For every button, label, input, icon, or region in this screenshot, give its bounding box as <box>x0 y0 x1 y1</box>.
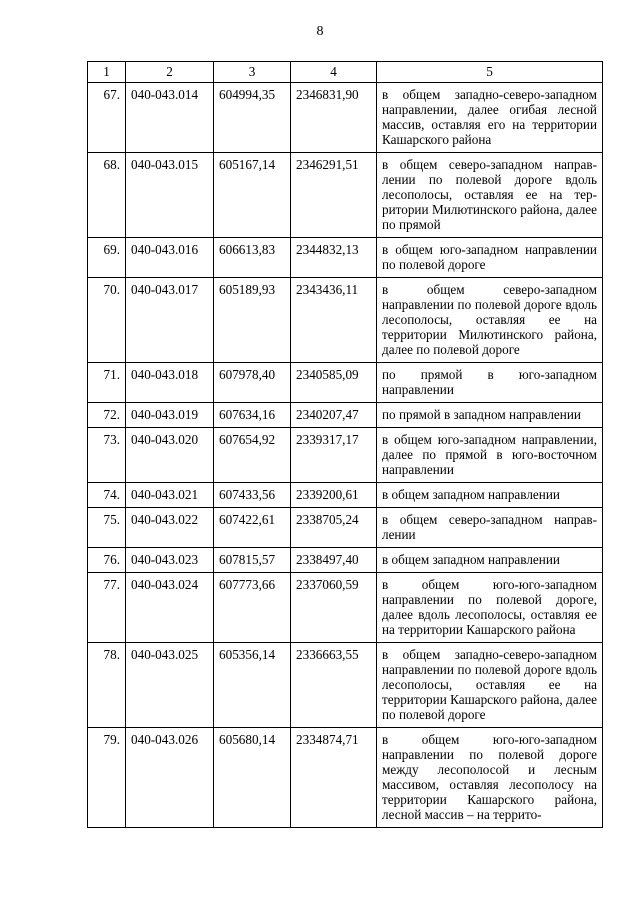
point-number-cell: 72. <box>88 403 126 428</box>
x-coordinate-cell: 607634,16 <box>214 403 291 428</box>
header-col-2: 2 <box>126 62 214 83</box>
boundary-description-cell: в общем юго-юго-западном направлении по полевой дороге между лесополосой и лесным массивом, оставляя лесополосу на территории Кашарского района, лесной массив – на террито- <box>377 728 603 828</box>
point-code-cell: 040-043.017 <box>126 278 214 363</box>
table-row <box>88 548 603 573</box>
point-code-cell: 040-043.014 <box>126 83 214 153</box>
point-code-cell: 040-043.023 <box>126 548 214 573</box>
y-coordinate-cell: 2336663,55 <box>291 643 377 728</box>
y-coordinate-cell: 2337060,59 <box>291 573 377 643</box>
boundary-description-cell: в общем западно-северо-западном направлении, далее огибая лесной массив, оставляя его на территории Кашарского района <box>377 83 603 153</box>
header-col-1: 1 <box>88 62 126 83</box>
point-code-cell: 040-043.025 <box>126 643 214 728</box>
header-col-3: 3 <box>214 62 291 83</box>
boundary-description-cell: в общем юго-юго-западном направлении по полевой дороге, далее вдоль лесополосы, оставляя ее на территории Кашарского района <box>377 573 603 643</box>
y-coordinate-cell: 2340585,09 <box>291 363 377 403</box>
boundary-description-cell: по прямой в юго-западном направлении <box>377 363 603 403</box>
table-row <box>88 728 603 828</box>
boundary-description-cell: в общем северо-западном направлении по полевой дороге вдоль лесополосы, оставляя ее на территории Милютинского района, далее по полевой дороге <box>377 278 603 363</box>
x-coordinate-cell: 604994,35 <box>214 83 291 153</box>
point-code-cell: 040-043.026 <box>126 728 214 828</box>
table-row <box>88 428 603 483</box>
x-coordinate-cell: 605189,93 <box>214 278 291 363</box>
x-coordinate-cell: 605167,14 <box>214 153 291 238</box>
point-code-cell: 040-043.021 <box>126 483 214 508</box>
point-code-cell: 040-043.018 <box>126 363 214 403</box>
x-coordinate-cell: 607433,56 <box>214 483 291 508</box>
table-row <box>88 153 603 238</box>
boundary-points-table <box>87 61 603 828</box>
y-coordinate-cell: 2346831,90 <box>291 83 377 153</box>
point-code-cell: 040-043.020 <box>126 428 214 483</box>
point-number-cell: 67. <box>88 83 126 153</box>
point-number-cell: 74. <box>88 483 126 508</box>
x-coordinate-cell: 607978,40 <box>214 363 291 403</box>
point-code-cell: 040-043.024 <box>126 573 214 643</box>
table-row <box>88 508 603 548</box>
boundary-description-cell: в общем западном направлении <box>377 483 603 508</box>
x-coordinate-cell: 607654,92 <box>214 428 291 483</box>
point-code-cell: 040-043.016 <box>126 238 214 278</box>
table-row <box>88 83 603 153</box>
point-number-cell: 78. <box>88 643 126 728</box>
table-row <box>88 363 603 403</box>
point-number-cell: 73. <box>88 428 126 483</box>
boundary-description-cell: в общем западном направлении <box>377 548 603 573</box>
y-coordinate-cell: 2340207,47 <box>291 403 377 428</box>
point-number-cell: 75. <box>88 508 126 548</box>
boundary-description-cell: в общем западно-северо-западном направлении по полевой дороге вдоль лесополосы, оставляя ее на территории Кашарского района, далее по полевой дороге <box>377 643 603 728</box>
boundary-description-cell: в общем юго-западном направлении, далее по прямой в юго-восточном направлении <box>377 428 603 483</box>
table-row <box>88 238 603 278</box>
y-coordinate-cell: 2343436,11 <box>291 278 377 363</box>
x-coordinate-cell: 605356,14 <box>214 643 291 728</box>
y-coordinate-cell: 2338705,24 <box>291 508 377 548</box>
point-number-cell: 69. <box>88 238 126 278</box>
table-row <box>88 278 603 363</box>
boundary-description-cell: в общем северо-западном направлении по полевой дороге вдоль лесополосы, оставляя ее на территории Милютинского района, далее по прямой <box>377 153 603 238</box>
table-row <box>88 483 603 508</box>
point-code-cell: 040-043.022 <box>126 508 214 548</box>
boundary-description-cell: в общем юго-западном направлении по полевой дороге <box>377 238 603 278</box>
x-coordinate-cell: 607422,61 <box>214 508 291 548</box>
boundary-description-cell: в общем северо-западном направлении <box>377 508 603 548</box>
table-row <box>88 573 603 643</box>
header-col-4: 4 <box>291 62 377 83</box>
point-number-cell: 77. <box>88 573 126 643</box>
point-number-cell: 68. <box>88 153 126 238</box>
y-coordinate-cell: 2346291,51 <box>291 153 377 238</box>
boundary-description-cell: по прямой в западном направлении <box>377 403 603 428</box>
point-number-cell: 71. <box>88 363 126 403</box>
point-number-cell: 70. <box>88 278 126 363</box>
header-col-5: 5 <box>377 62 603 83</box>
x-coordinate-cell: 605680,14 <box>214 728 291 828</box>
point-code-cell: 040-043.019 <box>126 403 214 428</box>
table-row <box>88 403 603 428</box>
x-coordinate-cell: 606613,83 <box>214 238 291 278</box>
y-coordinate-cell: 2339317,17 <box>291 428 377 483</box>
table-header-row <box>88 62 603 83</box>
y-coordinate-cell: 2339200,61 <box>291 483 377 508</box>
y-coordinate-cell: 2334874,71 <box>291 728 377 828</box>
point-number-cell: 79. <box>88 728 126 828</box>
point-number-cell: 76. <box>88 548 126 573</box>
y-coordinate-cell: 2344832,13 <box>291 238 377 278</box>
point-code-cell: 040-043.015 <box>126 153 214 238</box>
x-coordinate-cell: 607773,66 <box>214 573 291 643</box>
table-row <box>88 643 603 728</box>
y-coordinate-cell: 2338497,40 <box>291 548 377 573</box>
page-number: 8 <box>316 24 324 39</box>
x-coordinate-cell: 607815,57 <box>214 548 291 573</box>
